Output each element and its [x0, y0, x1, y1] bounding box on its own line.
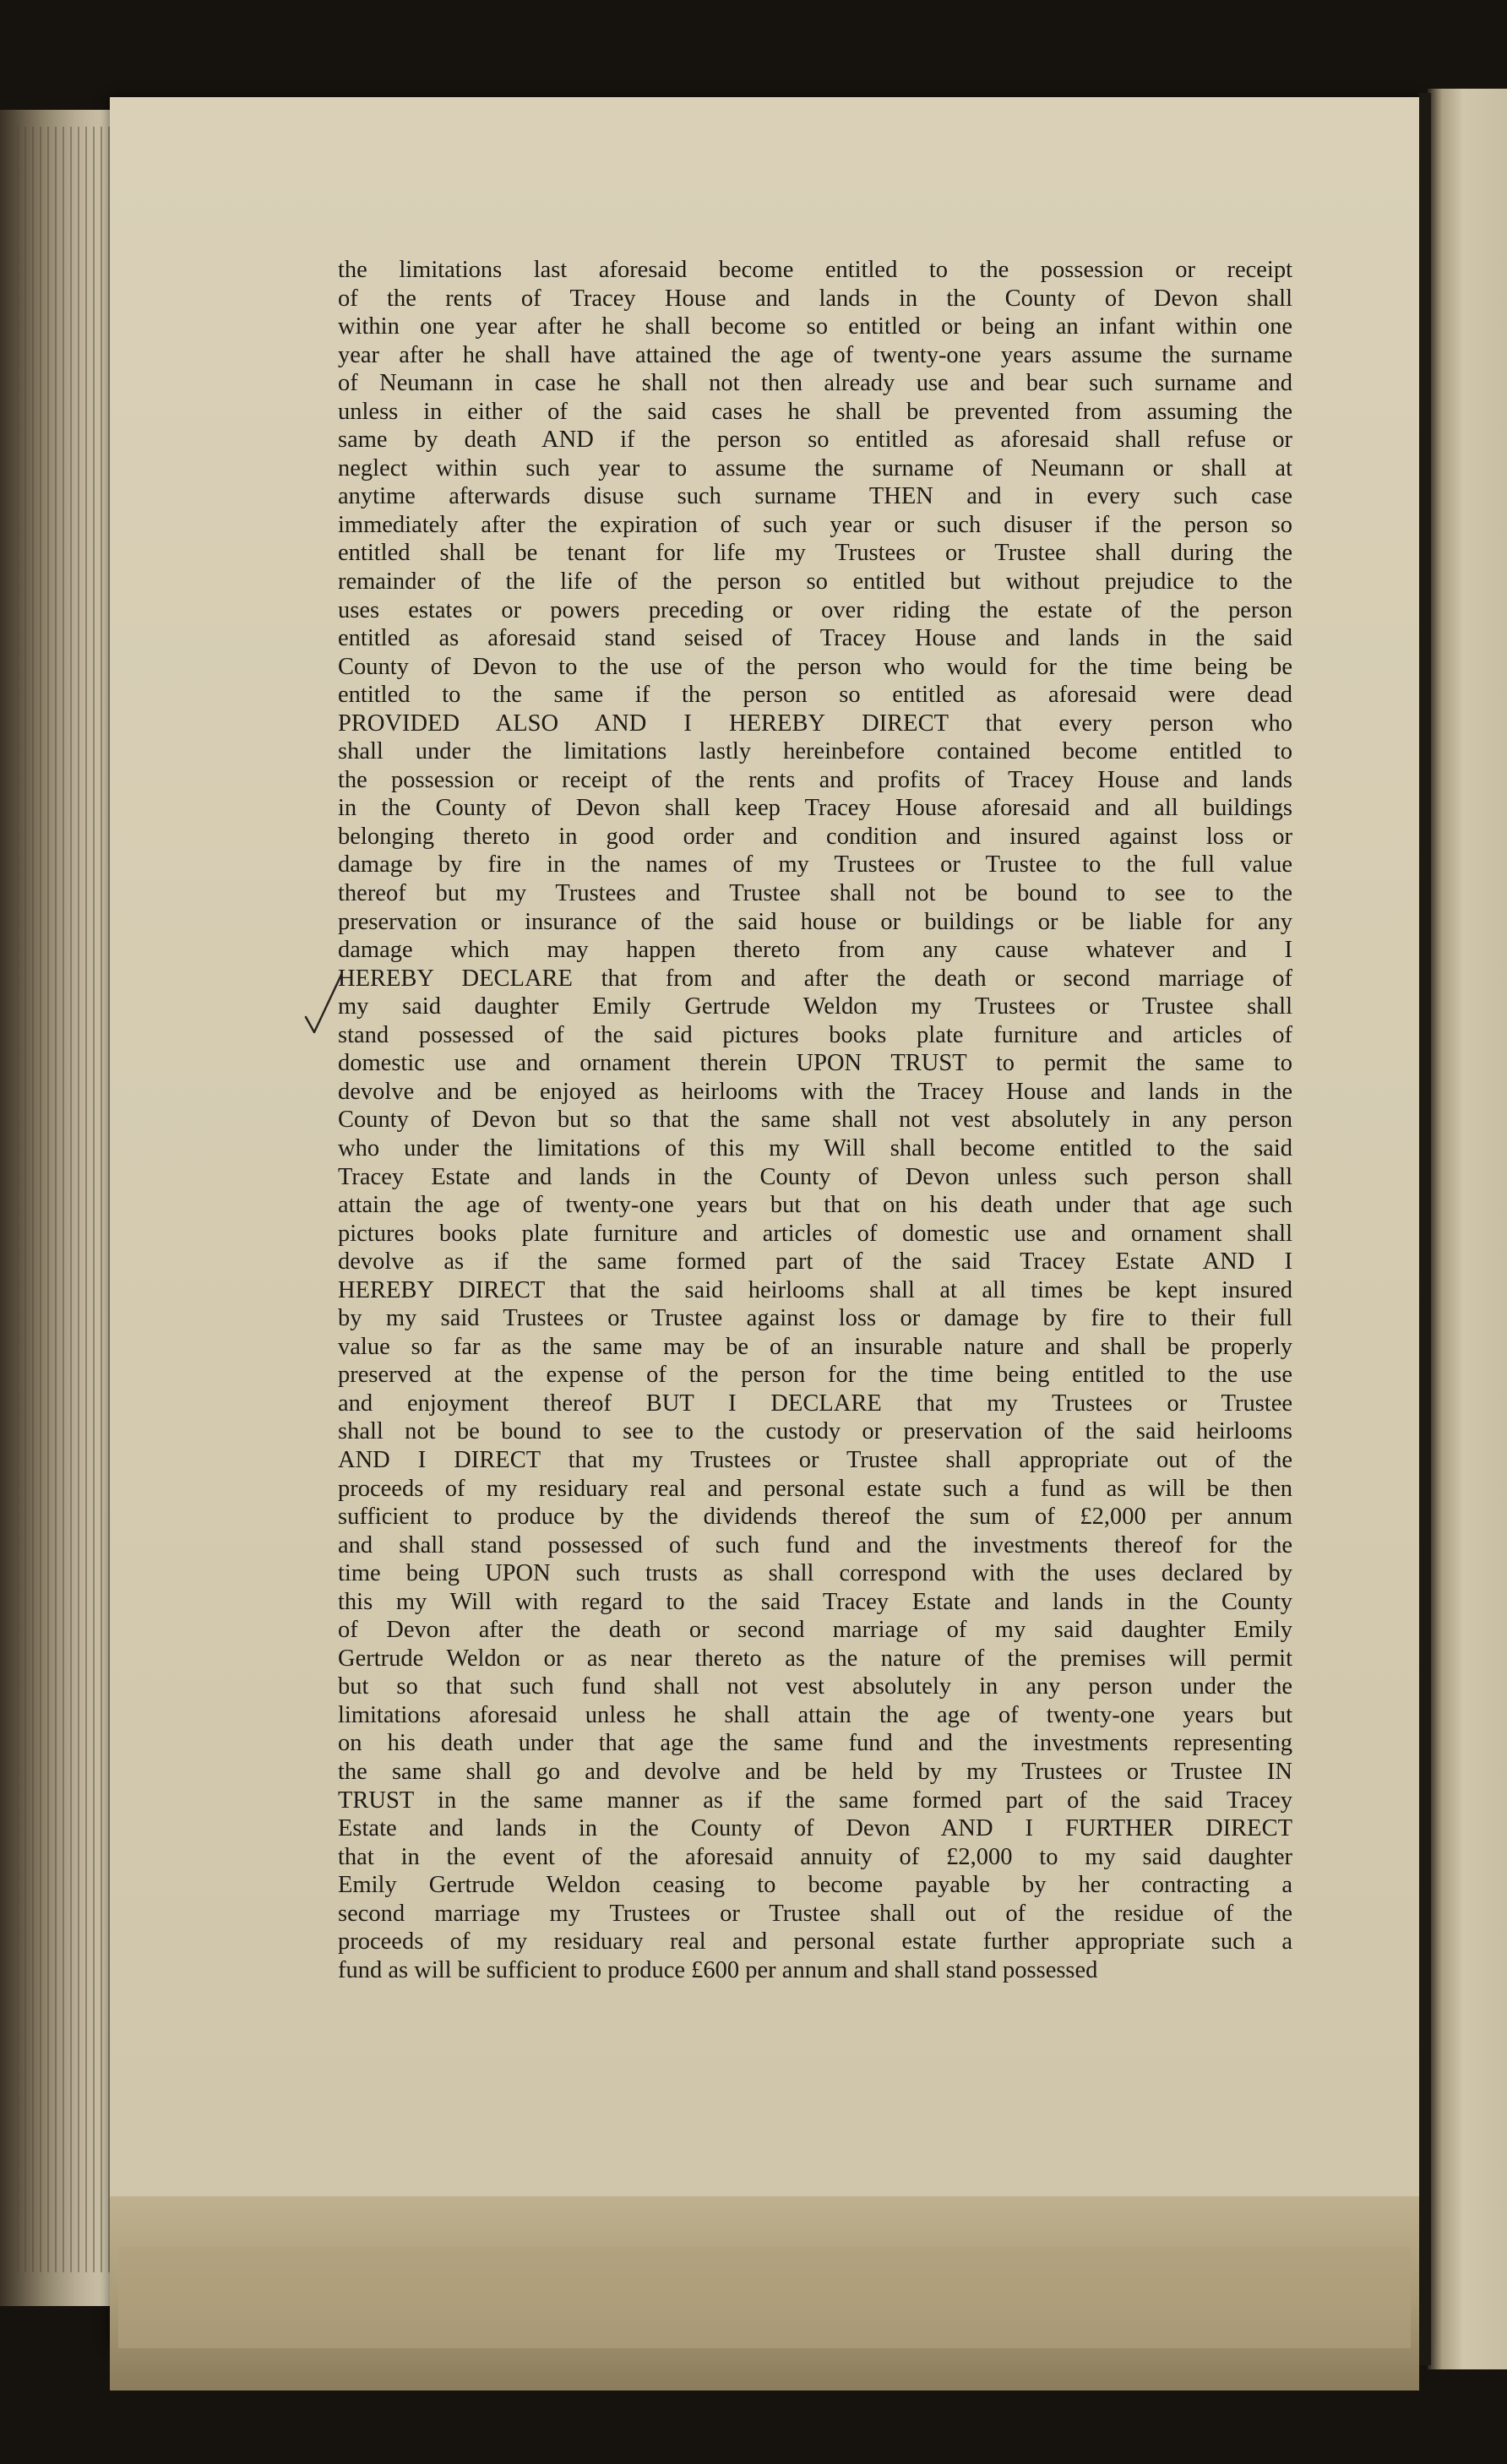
- text-line: and shall stand possessed of such fund and the investments thereof for the: [338, 1531, 1292, 1558]
- text-line: shall not be bound to see to the custody or preservation of the said heirlooms: [338, 1418, 1292, 1445]
- text-line: uses estates or powers preceding or over riding the estate of the person: [338, 596, 1292, 623]
- text-line: proceeds of my residuary real and personal estate further appropriate such a: [338, 1928, 1292, 1955]
- right-page-edge: [1428, 89, 1507, 2369]
- text-line: shall under the limitations lastly hereinbefore contained become entitled to: [338, 738, 1292, 765]
- text-line: devolve and be enjoyed as heirlooms with the Tracey House and lands in the: [338, 1078, 1292, 1105]
- text-line: HEREBY DECLARE that from and after the death or second marriage of: [338, 965, 1292, 992]
- text-line: County of Devon but so that the same shall not vest absolutely in any person: [338, 1107, 1292, 1134]
- text-line: value so far as the same may be of an insurable nature and shall be properly: [338, 1333, 1292, 1360]
- text-line: pictures books plate furniture and articles of domestic use and ornament shall: [338, 1220, 1292, 1247]
- text-line: fund as will be sufficient to produce £600 per annum and shall stand possessed: [338, 1956, 1098, 1983]
- page-bottom-shadow: [118, 2247, 1411, 2348]
- text-line: AND I DIRECT that my Trustees or Trustee shall appropriate out of the: [338, 1446, 1292, 1473]
- text-line: on his death under that age the same fund and the investments representing: [338, 1730, 1292, 1757]
- text-line: stand possessed of the said pictures books plate furniture and articles of: [338, 1021, 1292, 1048]
- text-line: of Neumann in case he shall not then already use and bear such surname and: [338, 370, 1292, 397]
- text-line: Tracey Estate and lands in the County of Devon unless such person shall: [338, 1163, 1292, 1190]
- text-line: Estate and lands in the County of Devon AND I FURTHER DIRECT: [338, 1815, 1292, 1842]
- text-line: entitled to the same if the person so entitled as aforesaid were dead: [338, 682, 1292, 709]
- text-line: preservation or insurance of the said house or buildings or be liable for any: [338, 908, 1292, 935]
- text-line: preserved at the expense of the person for the time being entitled to the use: [338, 1362, 1292, 1389]
- text-line: County of Devon to the use of the person who would for the time being be: [338, 653, 1292, 680]
- text-line: remainder of the life of the person so entitled but without prejudice to the: [338, 568, 1292, 596]
- text-line: limitations aforesaid unless he shall attain the age of twenty-one years but: [338, 1701, 1292, 1728]
- will-text-body: [338, 256, 1292, 1984]
- text-line: that in the event of the aforesaid annuity of £2,000 to my said daughter: [338, 1843, 1292, 1870]
- text-line: and enjoyment thereof BUT I DECLARE that my Trustees or Trustee: [338, 1390, 1292, 1417]
- text-line: devolve as if the same formed part of the said Tracey Estate AND I: [338, 1248, 1292, 1276]
- left-page-edges: [17, 127, 110, 2272]
- text-line: of the rents of Tracey House and lands in the County of Devon shall: [338, 285, 1292, 312]
- text-line: who under the limitations of this my Will shall become entitled to the said: [338, 1134, 1292, 1161]
- text-line: unless in either of the said cases he shall be prevented from assuming the: [338, 398, 1292, 425]
- text-line: in the County of Devon shall keep Tracey House aforesaid and all buildings: [338, 795, 1292, 822]
- text-line: domestic use and ornament therein UPON TRUST to permit the same to: [338, 1050, 1292, 1077]
- text-line: the same shall go and devolve and be held by my Trustees or Trustee IN: [338, 1758, 1292, 1785]
- text-line: same by death AND if the person so entitled as aforesaid shall refuse or: [338, 427, 1292, 454]
- text-line: immediately after the expiration of such year or such disuser if the person so: [338, 511, 1292, 538]
- text-line: Gertrude Weldon or as near thereto as the nature of the premises will permit: [338, 1645, 1292, 1672]
- text-line: this my Will with regard to the said Tracey Estate and lands in the County: [338, 1588, 1292, 1615]
- text-line: time being UPON such trusts as shall correspond with the uses declared by: [338, 1560, 1292, 1587]
- text-line: by my said Trustees or Trustee against loss or damage by fire to their full: [338, 1305, 1292, 1332]
- text-line: TRUST in the same manner as if the same formed part of the said Tracey: [338, 1787, 1292, 1814]
- text-line: year after he shall have attained the age of twenty-one years assume the surname: [338, 341, 1292, 368]
- text-line: my said daughter Emily Gertrude Weldon my Trustees or Trustee shall: [338, 993, 1292, 1020]
- text-line: anytime afterwards disuse such surname THEN and in every such case: [338, 483, 1292, 510]
- text-line: of Devon after the death or second marriage of my said daughter Emily: [338, 1617, 1292, 1644]
- text-line: thereof but my Trustees and Trustee shall not be bound to see to the: [338, 880, 1292, 907]
- text-line: damage which may happen thereto from any cause whatever and I: [338, 937, 1292, 964]
- text-line: PROVIDED ALSO AND I HEREBY DIRECT that every person who: [338, 710, 1292, 737]
- text-line: Emily Gertrude Weldon ceasing to become payable by her contracting a: [338, 1872, 1292, 1899]
- text-line: but so that such fund shall not vest absolutely in any person under the: [338, 1673, 1292, 1700]
- text-line: the limitations last aforesaid become entitled to the possession or receipt: [338, 257, 1292, 283]
- text-line: damage by fire in the names of my Trustees or Trustee to the full value: [338, 851, 1292, 878]
- text-line: second marriage my Trustees or Trustee shall out of the residue of the: [338, 1900, 1292, 1927]
- text-line: proceeds of my residuary real and personal estate such a fund as will be then: [338, 1475, 1292, 1502]
- text-line: belonging thereto in good order and condition and insured against loss or: [338, 823, 1292, 850]
- text-line: entitled shall be tenant for life my Trustees or Trustee shall during the: [338, 540, 1292, 567]
- text-line: neglect within such year to assume the surname of Neumann or shall at: [338, 454, 1292, 481]
- text-line: attain the age of twenty-one years but that on his death under that age such: [338, 1192, 1292, 1219]
- right-gutter: [1419, 93, 1431, 2365]
- text-line: HEREBY DIRECT that the said heirlooms shall at all times be kept insured: [338, 1276, 1292, 1303]
- text-line: the possession or receipt of the rents and profits of Tracey House and lands: [338, 766, 1292, 793]
- text-line: entitled as aforesaid stand seised of Tracey House and lands in the said: [338, 625, 1292, 652]
- text-line: sufficient to produce by the dividends thereof the sum of £2,000 per annum: [338, 1504, 1292, 1531]
- text-line: within one year after he shall become so entitled or being an infant within one: [338, 313, 1292, 340]
